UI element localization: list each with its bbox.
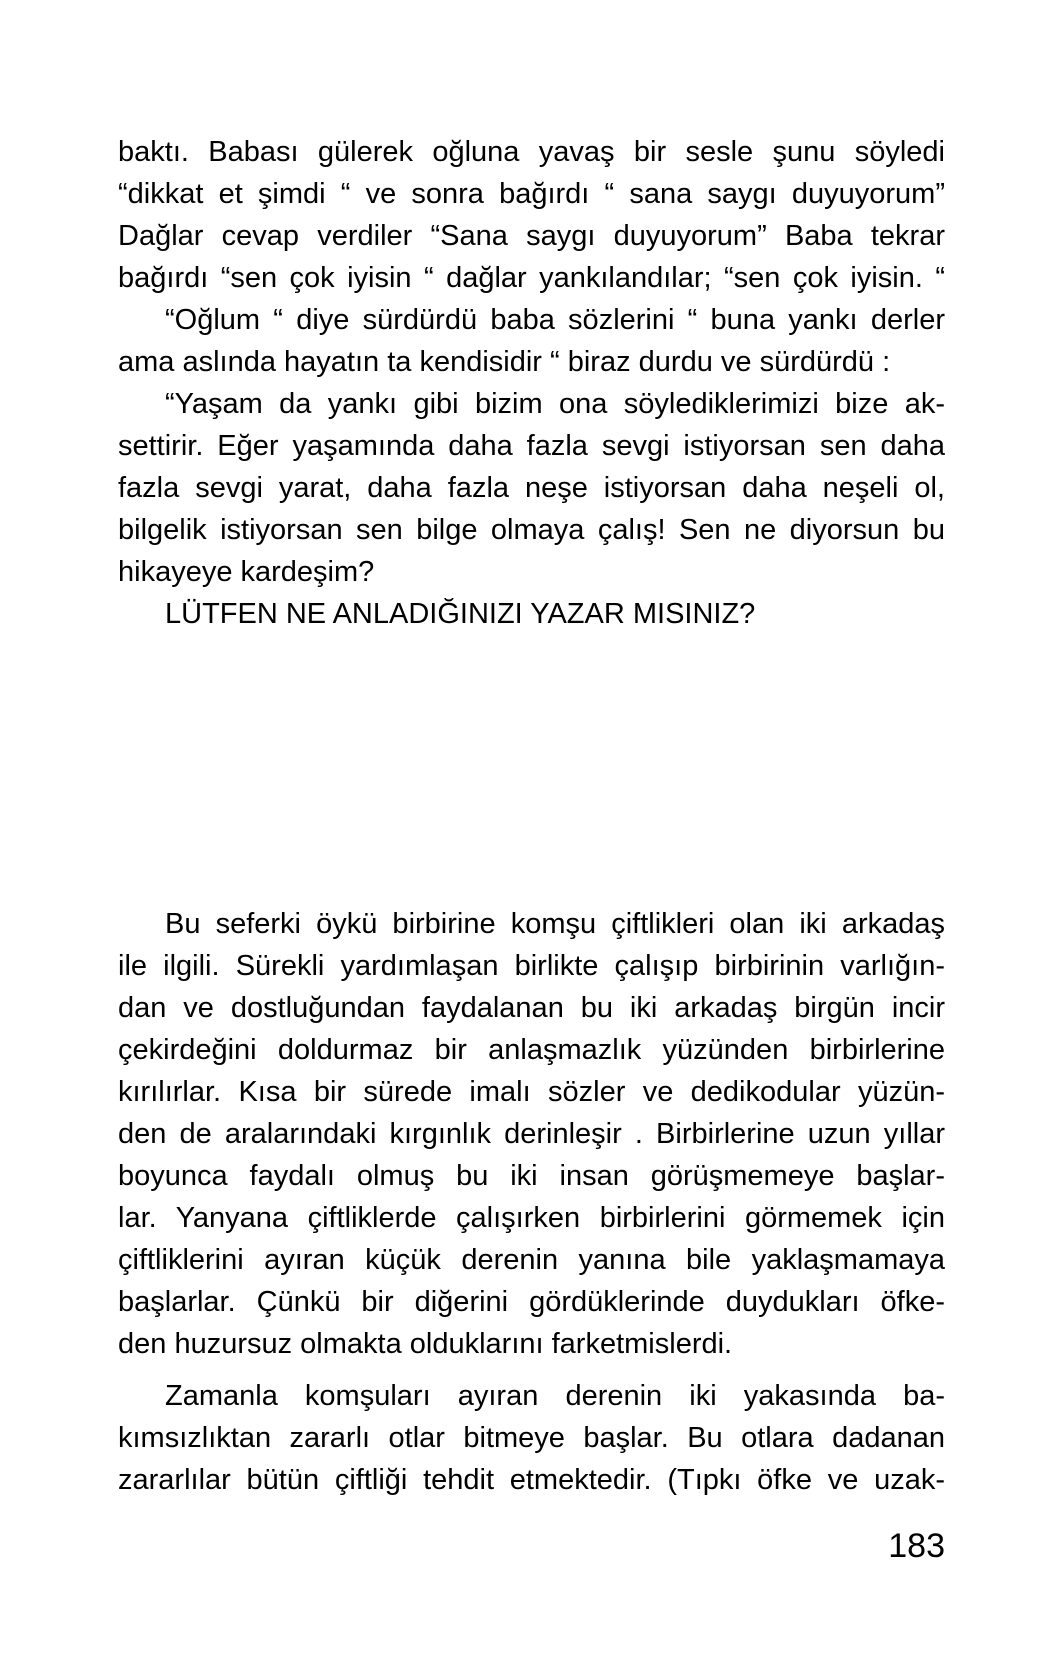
text-line: çekirdeğini doldurmaz bir anlaşmazlık yüzünden birbirlerine <box>118 1034 945 1066</box>
page-number: 183 <box>888 1527 945 1565</box>
text-line: den huzursuz olmakta olduklarını farketmislerdi. <box>118 1328 733 1360</box>
text-line: dan ve dostluğundan faydalanan bu iki arkadaş birgün incir <box>118 992 945 1024</box>
text-line: den de aralarındaki kırgınlık derinleşir . Birbirlerine uzun yıllar <box>118 1118 945 1150</box>
text-line: Dağlar cevap verdiler “Sana saygı duyuyorum” Baba tekrar <box>118 220 945 252</box>
text-line: Bu seferki öykü birbirine komşu çiftlikleri olan iki arkadaş <box>165 908 945 940</box>
text-line: başlarlar. Çünkü bir diğerini gördüklerinde duydukları öfke- <box>118 1286 945 1318</box>
text-line: ama aslında hayatın ta kendisidir “ biraz durdu ve sürdürdü : <box>118 346 891 378</box>
lower-text-block <box>118 1375 945 1501</box>
text-line: boyunca faydalı olmuş bu iki insan görüşmemeye başlar- <box>118 1160 945 1192</box>
text-line: LÜTFEN NE ANLADIĞINIZI YAZAR MISINIZ? <box>165 598 756 630</box>
text-line: bilgelik istiyorsan sen bilge olmaya çalış! Sen ne diyorsun bu <box>118 514 945 546</box>
text-line: settirir. Eğer yaşamında daha fazla sevgi istiyorsan sen daha <box>118 430 945 462</box>
text-line: ile ilgili. Sürekli yardımlaşan birlikte çalışıp birbirinin varlığın- <box>118 950 945 982</box>
text-line: “dikkat et şimdi “ ve sonra bağırdı “ sana saygı duyuyorum” <box>118 178 945 210</box>
text-line: çiftliklerini ayıran küçük derenin yanına bile yaklaşmamaya <box>118 1244 945 1276</box>
text-line: kırılırlar. Kısa bir sürede imalı sözler ve dedikodular yüzün- <box>118 1076 945 1108</box>
text-line: baktı. Babası gülerek oğluna yavaş bir sesle şunu söyledi <box>118 136 945 168</box>
text-line: fazla sevgi yarat, daha fazla neşe istiyorsan daha neşeli ol, <box>118 472 945 504</box>
text-line: “Oğlum “ diye sürdürdü baba sözlerini “ buna yankı derler <box>165 304 945 336</box>
text-line: hikayeye kardeşim? <box>118 556 375 588</box>
text-line: kımsızlıktan zararlı otlar bitmeye başlar. Bu otlara dadanan <box>118 1422 945 1454</box>
text-line: “Yaşam da yankı gibi bizim ona söylediklerimizi bize ak- <box>165 388 945 420</box>
text-line: bağırdı “sen çok iyisin “ dağlar yankılandılar; “sen çok iyisin. “ <box>118 262 945 294</box>
text-line: lar. Yanyana çiftliklerde çalışırken birbirlerini görmemek için <box>118 1202 945 1234</box>
upper-text-block <box>118 131 945 635</box>
text-line: Zamanla komşuları ayıran derenin iki yakasında ba- <box>165 1380 945 1412</box>
text-line: zararlılar bütün çiftliği tehdit etmektedir. (Tıpkı öfke ve uzak- <box>118 1464 945 1496</box>
middle-text-block <box>118 903 945 1365</box>
